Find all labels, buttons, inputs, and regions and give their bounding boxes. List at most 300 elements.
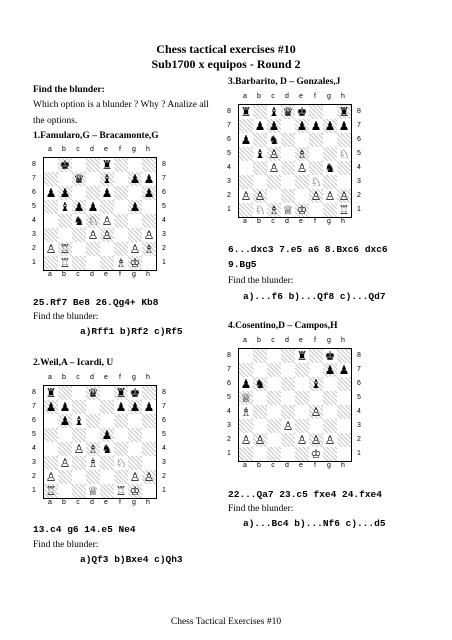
board-square — [114, 158, 128, 172]
board-square — [323, 363, 337, 377]
board-square — [323, 203, 337, 217]
board-square — [58, 484, 72, 498]
board-square — [100, 456, 114, 470]
chess-piece-icon: ♖ — [45, 484, 57, 498]
board-square — [114, 228, 128, 242]
board-square — [253, 147, 267, 161]
rank-label: 2 — [162, 473, 166, 480]
board-square — [295, 419, 309, 433]
board-square — [142, 386, 156, 400]
file-label: g — [132, 146, 136, 153]
rank-label: 6 — [227, 380, 231, 387]
board-grid — [238, 104, 352, 218]
file-label: a — [243, 337, 247, 344]
file-label: f — [119, 499, 121, 506]
rank-label: 4 — [162, 217, 166, 224]
board-square — [58, 172, 72, 186]
rank-labels-right — [159, 386, 169, 498]
board-square — [128, 228, 142, 242]
board-square — [281, 105, 295, 119]
board-square — [44, 386, 58, 400]
rank-label: 8 — [32, 161, 36, 168]
board-square — [58, 242, 72, 256]
chess-piece-icon: ♟ — [45, 400, 57, 414]
board-square — [58, 186, 72, 200]
board-square — [128, 242, 142, 256]
board-square — [323, 105, 337, 119]
board-square — [253, 447, 267, 461]
page-footer: Chess Tactical Exercises #10 — [170, 617, 282, 627]
board-square — [253, 405, 267, 419]
board-square — [295, 377, 309, 391]
board-square — [86, 442, 100, 456]
board-square — [58, 470, 72, 484]
chess-piece-icon: ♙ — [240, 433, 252, 447]
chess-piece-icon: ♙ — [129, 242, 141, 256]
board-square — [295, 405, 309, 419]
chess-piece-icon: ♝ — [101, 172, 113, 186]
rank-label: 4 — [32, 217, 36, 224]
board-square — [100, 386, 114, 400]
game-2-moves: 13.c4 g6 14.e5 Ne4 — [33, 524, 136, 535]
rank-label: 2 — [162, 245, 166, 252]
chess-piece-icon: ♘ — [310, 175, 322, 189]
board-square — [309, 419, 323, 433]
file-label: f — [314, 337, 316, 344]
board-square — [58, 386, 72, 400]
file-label: e — [299, 218, 303, 225]
board-square — [72, 158, 86, 172]
chess-piece-icon: ♟ — [129, 172, 141, 186]
board-square — [72, 470, 86, 484]
game-3-moves-2: 9.Bg5 — [228, 259, 257, 270]
file-label: e — [299, 462, 303, 469]
file-label: d — [285, 218, 289, 225]
chess-piece-icon: ♞ — [73, 214, 85, 228]
game-3-prompt: Find the blunder: — [228, 276, 294, 286]
file-label: h — [146, 271, 150, 278]
rank-label: 5 — [162, 431, 166, 438]
chess-piece-icon: ♜ — [45, 386, 57, 400]
board-square — [142, 200, 156, 214]
file-label: e — [104, 146, 108, 153]
board-grid — [43, 157, 157, 271]
chess-piece-icon: ♘ — [254, 203, 266, 217]
game-3-heading: 3.Barbarito, D – Gonzales,J — [228, 77, 341, 87]
rank-label: 8 — [357, 352, 361, 359]
chess-piece-icon: ♟ — [338, 363, 350, 377]
chess-piece-icon: ♕ — [240, 391, 252, 405]
rank-label: 7 — [162, 403, 166, 410]
board-square — [323, 419, 337, 433]
board-square — [128, 158, 142, 172]
board-square — [267, 391, 281, 405]
board-square — [44, 442, 58, 456]
board-square — [267, 419, 281, 433]
file-label: f — [314, 93, 316, 100]
rank-label: 1 — [227, 206, 231, 213]
chess-piece-icon: ♝ — [73, 414, 85, 428]
rank-label: 1 — [227, 450, 231, 457]
board-square — [114, 172, 128, 186]
game-2-heading: 2.Weil,A – Icardi, U — [33, 358, 114, 368]
game-3-board — [224, 93, 364, 241]
board-square — [86, 200, 100, 214]
board-square — [239, 405, 253, 419]
board-square — [72, 172, 86, 186]
board-square — [309, 363, 323, 377]
chess-piece-icon: ♜ — [115, 386, 127, 400]
file-label: a — [243, 462, 247, 469]
chess-piece-icon: ♞ — [254, 377, 266, 391]
board-square — [239, 447, 253, 461]
file-label: f — [119, 271, 121, 278]
chess-piece-icon: ♛ — [87, 386, 99, 400]
board-square — [239, 349, 253, 363]
rank-label: 3 — [227, 422, 231, 429]
rank-label: 7 — [357, 122, 361, 129]
board-square — [309, 447, 323, 461]
board-square — [337, 391, 351, 405]
chess-piece-icon: ♟ — [59, 400, 71, 414]
page-subtitle: Sub1700 x equipos - Round 2 — [151, 57, 301, 71]
file-label: a — [48, 374, 52, 381]
board-square — [86, 186, 100, 200]
board-square — [253, 119, 267, 133]
chess-piece-icon: ♝ — [59, 200, 71, 214]
chess-piece-icon: ♟ — [296, 119, 308, 133]
rank-label: 5 — [227, 394, 231, 401]
board-square — [281, 447, 295, 461]
board-square — [337, 175, 351, 189]
board-square — [309, 133, 323, 147]
rank-label: 6 — [32, 189, 36, 196]
board-square — [44, 228, 58, 242]
board-square — [72, 256, 86, 270]
rank-label: 3 — [357, 178, 361, 185]
chess-piece-icon: ♞ — [268, 133, 280, 147]
board-square — [86, 386, 100, 400]
board-square — [281, 175, 295, 189]
intro-line-2: the options. — [33, 116, 78, 126]
chess-piece-icon: ♗ — [240, 405, 252, 419]
board-square — [309, 377, 323, 391]
board-square — [323, 433, 337, 447]
file-label: f — [314, 462, 316, 469]
board-square — [239, 391, 253, 405]
chess-piece-icon: ♙ — [282, 419, 294, 433]
rank-labels-right — [354, 105, 364, 217]
rank-label: 7 — [357, 366, 361, 373]
board-square — [295, 147, 309, 161]
board-square — [72, 242, 86, 256]
chess-piece-icon: ♞ — [101, 442, 113, 456]
chess-piece-icon: ♙ — [143, 228, 155, 242]
chess-piece-icon: ♟ — [59, 186, 71, 200]
chess-piece-icon: ♙ — [268, 161, 280, 175]
board-square — [128, 470, 142, 484]
file-label: e — [299, 93, 303, 100]
rank-label: 1 — [32, 487, 36, 494]
file-labels-bottom — [43, 271, 155, 281]
board-square — [58, 456, 72, 470]
board-square — [114, 186, 128, 200]
board-square — [337, 161, 351, 175]
board-square — [267, 175, 281, 189]
board-square — [44, 186, 58, 200]
board-square — [128, 414, 142, 428]
board-square — [128, 172, 142, 186]
board-grid — [238, 348, 352, 462]
board-square — [128, 442, 142, 456]
chess-piece-icon: ♙ — [296, 161, 308, 175]
chess-piece-icon: ♖ — [115, 484, 127, 498]
board-square — [100, 228, 114, 242]
rank-label: 5 — [357, 150, 361, 157]
chess-piece-icon: ♟ — [240, 133, 252, 147]
board-square — [323, 133, 337, 147]
file-labels-bottom — [238, 218, 350, 228]
board-square — [128, 386, 142, 400]
board-square — [72, 414, 86, 428]
chess-piece-icon: ♟ — [338, 119, 350, 133]
board-square — [295, 349, 309, 363]
board-square — [100, 186, 114, 200]
chess-piece-icon: ♟ — [143, 400, 155, 414]
chess-piece-icon: ♝ — [268, 105, 280, 119]
chess-piece-icon: ♙ — [129, 470, 141, 484]
chess-piece-icon: ♘ — [87, 214, 99, 228]
board-square — [128, 400, 142, 414]
board-square — [323, 161, 337, 175]
chess-piece-icon: ♗ — [296, 147, 308, 161]
file-label: c — [271, 462, 275, 469]
board-square — [295, 175, 309, 189]
board-square — [44, 172, 58, 186]
chess-piece-icon: ♙ — [310, 433, 322, 447]
rank-label: 5 — [32, 431, 36, 438]
game-4-heading: 4.Cosentino,D – Campos,H — [228, 321, 338, 331]
board-square — [44, 414, 58, 428]
board-square — [142, 470, 156, 484]
rank-label: 2 — [32, 473, 36, 480]
file-label: e — [104, 499, 108, 506]
board-square — [337, 203, 351, 217]
board-square — [114, 400, 128, 414]
board-square — [267, 377, 281, 391]
board-square — [72, 484, 86, 498]
chess-piece-icon: ♟ — [129, 400, 141, 414]
board-square — [253, 391, 267, 405]
file-label: h — [341, 337, 345, 344]
chess-piece-icon: ♙ — [87, 228, 99, 242]
chess-piece-icon: ♜ — [101, 158, 113, 172]
chess-piece-icon: ♚ — [324, 349, 336, 363]
rank-label: 7 — [32, 403, 36, 410]
board-square — [86, 256, 100, 270]
board-square — [323, 391, 337, 405]
board-square — [128, 214, 142, 228]
board-square — [100, 414, 114, 428]
rank-label: 7 — [227, 122, 231, 129]
file-label: d — [90, 499, 94, 506]
file-labels-bottom — [43, 499, 155, 509]
chess-piece-icon: ♖ — [338, 203, 350, 217]
rank-label: 4 — [32, 445, 36, 452]
game-3-moves-1: 6...dxc3 7.e5 a6 8.Bxc6 dxc6 — [228, 244, 388, 255]
board-square — [58, 400, 72, 414]
board-square — [281, 363, 295, 377]
board-square — [142, 228, 156, 242]
chess-piece-icon: ♟ — [101, 186, 113, 200]
board-square — [267, 405, 281, 419]
page-title: Chess tactical exercises #10 — [156, 42, 296, 56]
game-1-options: a)Rff1 b)Rf2 c)Rf5 — [80, 326, 183, 337]
chess-piece-icon: ♙ — [101, 214, 113, 228]
board-square — [253, 349, 267, 363]
chess-piece-icon: ♝ — [310, 377, 322, 391]
board-square — [323, 147, 337, 161]
board-square — [281, 119, 295, 133]
board-square — [323, 349, 337, 363]
file-label: h — [341, 462, 345, 469]
board-square — [281, 147, 295, 161]
file-label: e — [104, 271, 108, 278]
board-square — [309, 405, 323, 419]
rank-label: 2 — [357, 436, 361, 443]
file-label: b — [257, 218, 261, 225]
file-labels-bottom — [238, 462, 350, 472]
file-label: c — [271, 218, 275, 225]
rank-label: 1 — [357, 206, 361, 213]
board-square — [337, 147, 351, 161]
board-square — [142, 456, 156, 470]
chess-piece-icon: ♟ — [101, 428, 113, 442]
file-label: e — [104, 374, 108, 381]
board-square — [100, 428, 114, 442]
board-square — [142, 172, 156, 186]
file-label: a — [48, 271, 52, 278]
rank-label: 3 — [357, 422, 361, 429]
rank-label: 6 — [357, 380, 361, 387]
board-square — [72, 200, 86, 214]
rank-label: 8 — [227, 108, 231, 115]
chess-piece-icon: ♗ — [87, 442, 99, 456]
board-square — [239, 175, 253, 189]
board-square — [323, 447, 337, 461]
board-square — [128, 456, 142, 470]
board-square — [58, 414, 72, 428]
chess-piece-icon: ♙ — [254, 433, 266, 447]
board-square — [86, 470, 100, 484]
board-square — [86, 456, 100, 470]
board-square — [142, 400, 156, 414]
board-square — [86, 428, 100, 442]
board-square — [309, 391, 323, 405]
rank-label: 5 — [227, 150, 231, 157]
rank-label: 5 — [357, 394, 361, 401]
chess-piece-icon: ♖ — [59, 242, 71, 256]
chess-piece-icon: ♟ — [87, 200, 99, 214]
chess-piece-icon: ♚ — [59, 158, 71, 172]
board-square — [337, 363, 351, 377]
board-square — [44, 200, 58, 214]
board-square — [100, 256, 114, 270]
file-label: c — [271, 337, 275, 344]
chess-piece-icon: ♟ — [115, 400, 127, 414]
board-square — [295, 161, 309, 175]
board-square — [86, 242, 100, 256]
board-square — [44, 428, 58, 442]
chess-piece-icon: ♟ — [73, 200, 85, 214]
file-label: c — [271, 93, 275, 100]
game-1-heading: 1.Famularo,G – Bracamonte,G — [33, 131, 159, 141]
chess-piece-icon: ♙ — [240, 189, 252, 203]
chess-piece-icon: ♝ — [254, 147, 266, 161]
file-label: b — [62, 374, 66, 381]
chess-piece-icon: ♙ — [324, 189, 336, 203]
rank-label: 8 — [162, 389, 166, 396]
board-square — [239, 203, 253, 217]
game-1-board — [29, 146, 169, 294]
board-square — [295, 447, 309, 461]
rank-labels-left — [224, 349, 234, 461]
board-square — [142, 158, 156, 172]
file-label: g — [132, 374, 136, 381]
file-label: c — [76, 146, 80, 153]
board-square — [281, 419, 295, 433]
chess-piece-icon: ♙ — [143, 470, 155, 484]
chess-piece-icon: ♛ — [73, 172, 85, 186]
chess-piece-icon: ♙ — [45, 242, 57, 256]
board-square — [128, 186, 142, 200]
board-square — [44, 456, 58, 470]
game-4-board — [224, 337, 364, 485]
rank-label: 2 — [227, 192, 231, 199]
file-label: h — [341, 218, 345, 225]
chess-piece-icon: ♟ — [254, 119, 266, 133]
chess-piece-icon: ♙ — [45, 470, 57, 484]
board-square — [295, 363, 309, 377]
board-square — [239, 419, 253, 433]
rank-label: 4 — [227, 164, 231, 171]
rank-label: 5 — [32, 203, 36, 210]
board-square — [295, 189, 309, 203]
rank-label: 8 — [357, 108, 361, 115]
board-square — [253, 189, 267, 203]
board-square — [114, 414, 128, 428]
board-square — [253, 133, 267, 147]
board-square — [239, 105, 253, 119]
file-label: d — [90, 271, 94, 278]
board-square — [267, 433, 281, 447]
board-square — [267, 189, 281, 203]
rank-label: 7 — [162, 175, 166, 182]
board-square — [86, 158, 100, 172]
board-square — [114, 456, 128, 470]
rank-label: 1 — [162, 487, 166, 494]
file-label: b — [62, 146, 66, 153]
file-label: b — [257, 337, 261, 344]
board-square — [128, 428, 142, 442]
rank-label: 6 — [357, 136, 361, 143]
board-square — [267, 147, 281, 161]
board-square — [295, 203, 309, 217]
rank-label: 1 — [162, 259, 166, 266]
board-square — [281, 405, 295, 419]
chess-piece-icon: ♖ — [59, 256, 71, 270]
board-square — [253, 105, 267, 119]
